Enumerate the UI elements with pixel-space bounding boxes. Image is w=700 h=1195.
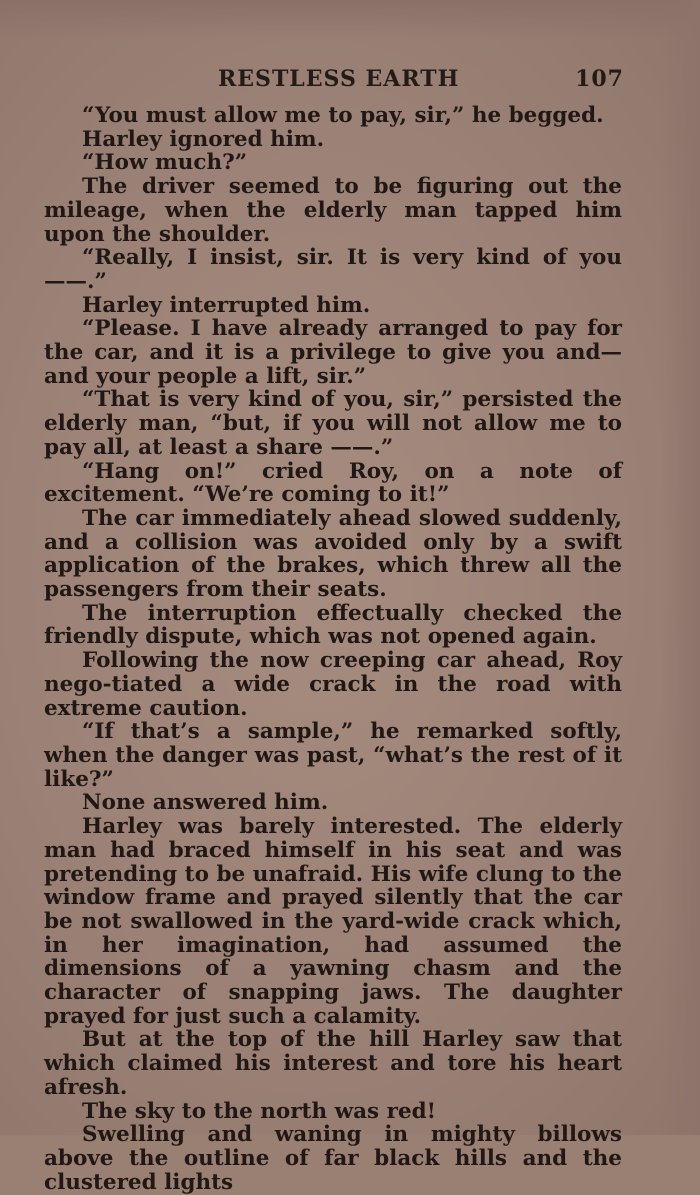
- page-edge-shadow-right: [660, 0, 700, 1135]
- paragraph: Following the now creeping car ahead, Roy nego-tiated a wide crack in the road with extreme caution.: [44, 648, 622, 721]
- paragraph: “Hang on!” cried Roy, on a note of excitement. “We’re coming to it!”: [44, 458, 622, 508]
- page-edge-shadow-top: [0, 0, 700, 40]
- paragraph: The driver seemed to be figuring out the mileage, when the elderly man tapped him upon the shoulder.: [44, 174, 622, 247]
- page-number: 107: [575, 66, 624, 92]
- paragraph: None answered him.: [82, 790, 329, 816]
- paragraph: Harley was barely interested. The elderly man had braced himself in his seat and was pretending to be unafraid. His wife clung to the window frame and prayed silently that the car be not swallowed in the yard-wide crack which, in her imagination, had assumed the dimensions of a yawning chasm and the character of snapping jaws. The daughter prayed for just such a calamity.: [44, 814, 622, 1029]
- paragraph: “If that’s a sample,” he remarked softly, when the danger was past, “what’s the rest of it like?”: [44, 719, 622, 792]
- paragraph: “How much?”: [82, 150, 248, 176]
- paragraph: Harley interrupted him.: [82, 292, 371, 318]
- paragraph: The interruption effectually checked the friendly dispute, which was not opened again.: [44, 600, 622, 650]
- page-header: [218, 66, 628, 100]
- body-text: [44, 104, 622, 1194]
- paragraph: “You must allow me to pay, sir,” he begged.: [82, 103, 604, 128]
- paragraph: The sky to the north was red!: [82, 1098, 437, 1124]
- paragraph: Harley ignored him.: [82, 126, 325, 152]
- paragraph: But at the top of the hill Harley saw that which claimed his interest and tore his heart afresh.: [44, 1027, 622, 1100]
- paragraph: “That is very kind of you, sir,” persisted the elderly man, “but, if you will not allow me to pay all, at least a share ——.”: [44, 387, 622, 460]
- paragraph: The car immediately ahead slowed suddenly, and a collision was avoided only by a swift application of the brakes, which threw all the passengers from their seats.: [44, 505, 622, 603]
- paragraph: Swelling and waning in mighty billows above the outline of far black hills and the clustered lights: [44, 1122, 622, 1195]
- paragraph: “Really, I insist, sir. It is very kind of you ——.”: [44, 245, 622, 294]
- paragraph: “Please. I have already arranged to pay for the car, and it is a privilege to give you and—and your people a lift, sir.”: [44, 316, 622, 389]
- running-title: RESTLESS EARTH: [218, 66, 460, 92]
